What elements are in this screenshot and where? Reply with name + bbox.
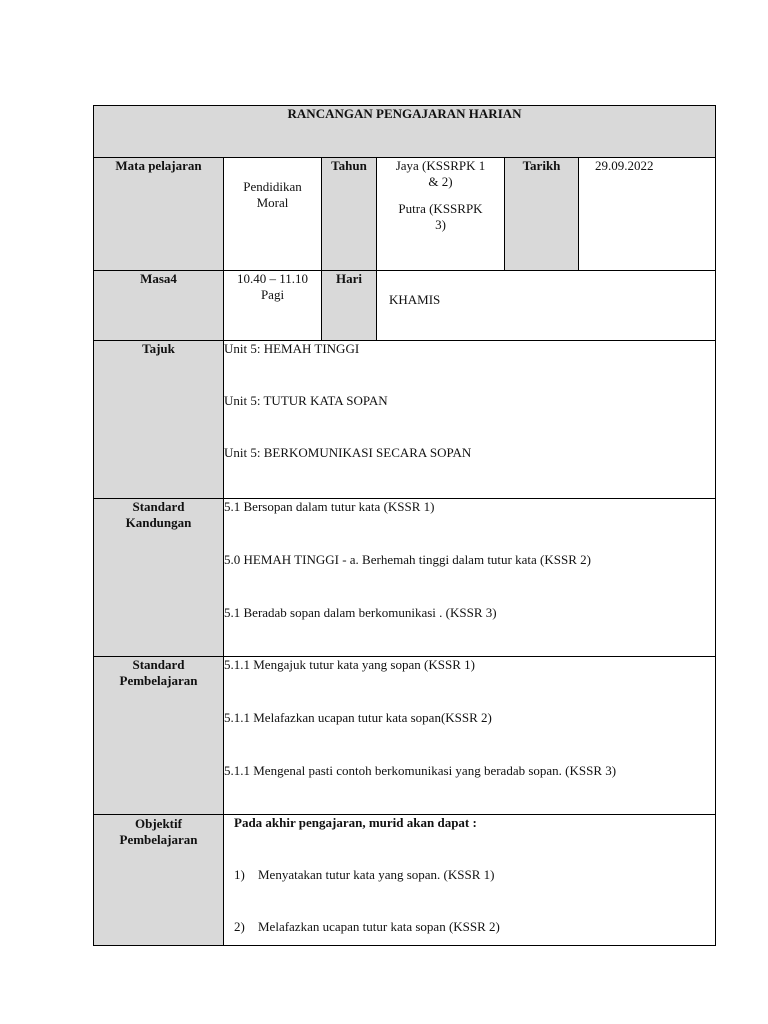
standard-pembelajaran-label: Standard Pembelajaran [94, 657, 224, 815]
masa-label: Masa4 [94, 271, 224, 341]
standard-pembelajaran-item: 5.1.1 Melafazkan ucapan tutur kata sopan(KSSR 2) [224, 710, 492, 725]
tarikh-value: 29.09.2022 [579, 158, 716, 271]
tajuk-content [224, 341, 716, 499]
objektif-item-number: 1) [234, 867, 245, 882]
objektif-item-text: Melafazkan ucapan tutur kata sopan (KSSR 2) [258, 919, 500, 934]
standard-pembelajaran-content [224, 657, 716, 815]
document-title: RANCANGAN PENGAJARAN HARIAN [94, 106, 716, 158]
standard-kandungan-item: 5.1 Beradab sopan dalam berkomunikasi . (KSSR 3) [224, 605, 497, 620]
tarikh-label: Tarikh [505, 158, 579, 271]
mata-pelajaran-label: Mata pelajaran [94, 158, 224, 271]
objektif-item-text: Menyatakan tutur kata yang sopan. (KSSR 1) [258, 867, 495, 882]
title-row [94, 106, 716, 158]
tajuk-item: Unit 5: HEMAH TINGGI [224, 341, 360, 356]
tajuk-label: Tajuk [94, 341, 224, 499]
masa-row [94, 271, 716, 341]
standard-kandungan-row [94, 499, 716, 657]
standard-pembelajaran-item: 5.1.1 Mengajuk tutur kata yang sopan (KSSR 1) [224, 657, 475, 672]
objektif-label: Objektif Pembelajaran [94, 815, 224, 946]
mata-pelajaran-value: Pendidikan Moral [224, 158, 322, 271]
standard-kandungan-item: 5.1 Bersopan dalam tutur kata (KSSR 1) [224, 499, 435, 514]
standard-pembelajaran-item: 5.1.1 Mengenal pasti contoh berkomunikasi yang beradab sopan. (KSSR 3) [224, 763, 617, 778]
tajuk-item: Unit 5: TUTUR KATA SOPAN [224, 393, 388, 408]
hari-value: KHAMIS [377, 271, 716, 341]
lesson-plan-table [93, 105, 716, 946]
objektif-content [224, 815, 716, 946]
objektif-row [94, 815, 716, 946]
tahun-value: Jaya (KSSRPK 1 & 2) Putra (KSSRPK 3) [377, 158, 505, 271]
standard-kandungan-item: 5.0 HEMAH TINGGI - a. Berhemah tinggi dalam tutur kata (KSSR 2) [224, 552, 591, 567]
objektif-item [234, 867, 715, 883]
hari-label: Hari [322, 271, 377, 341]
standard-kandungan-content [224, 499, 716, 657]
objektif-intro: Pada akhir pengajaran, murid akan dapat : [234, 815, 477, 830]
masa-value: 10.40 – 11.10 Pagi [224, 271, 322, 341]
standard-kandungan-label: Standard Kandungan [94, 499, 224, 657]
tajuk-item: Unit 5: BERKOMUNIKASI SECARA SOPAN [224, 445, 472, 460]
objektif-item [234, 919, 715, 935]
tajuk-row [94, 341, 716, 499]
tahun-label: Tahun [322, 158, 377, 271]
standard-pembelajaran-row [94, 657, 716, 815]
subject-row [94, 158, 716, 271]
objektif-item-number: 2) [234, 919, 245, 934]
